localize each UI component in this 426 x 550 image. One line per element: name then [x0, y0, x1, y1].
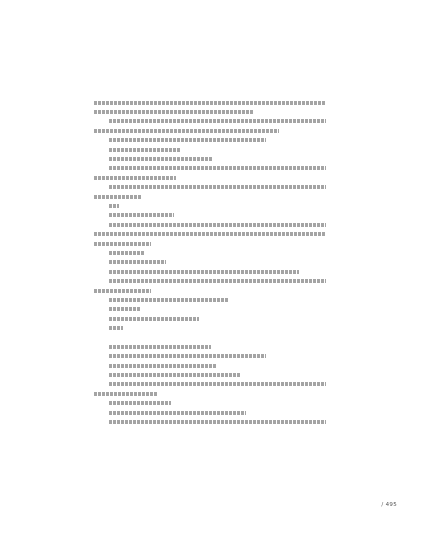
text-line	[94, 361, 334, 370]
text-line	[94, 314, 334, 323]
text-line	[94, 136, 334, 145]
text-line	[94, 417, 334, 426]
text-line	[94, 173, 334, 182]
text-line	[94, 117, 334, 126]
text-line	[94, 183, 334, 192]
text-line	[94, 248, 334, 257]
text-line	[94, 211, 334, 220]
text-line	[94, 154, 334, 163]
text-line	[94, 380, 334, 389]
text-line	[94, 98, 334, 107]
text-line	[94, 126, 334, 135]
page-body	[94, 98, 334, 427]
text-line	[94, 295, 334, 304]
text-line	[94, 164, 334, 173]
text-line	[94, 239, 334, 248]
text-line	[94, 276, 334, 285]
text-line	[94, 220, 334, 229]
text-line	[94, 192, 334, 201]
page-number: / 495	[381, 502, 397, 508]
text-line	[94, 342, 334, 351]
text-line	[94, 370, 334, 379]
text-line	[94, 305, 334, 314]
text-line	[94, 408, 334, 417]
text-line	[94, 201, 334, 210]
text-line	[94, 323, 334, 332]
text-line	[94, 267, 334, 276]
text-line	[94, 145, 334, 154]
text-line	[94, 352, 334, 361]
text-line	[94, 399, 334, 408]
text-line	[94, 286, 334, 295]
text-line	[94, 107, 334, 116]
text-line	[94, 389, 334, 398]
text-line	[94, 229, 334, 238]
text-line	[94, 258, 334, 267]
